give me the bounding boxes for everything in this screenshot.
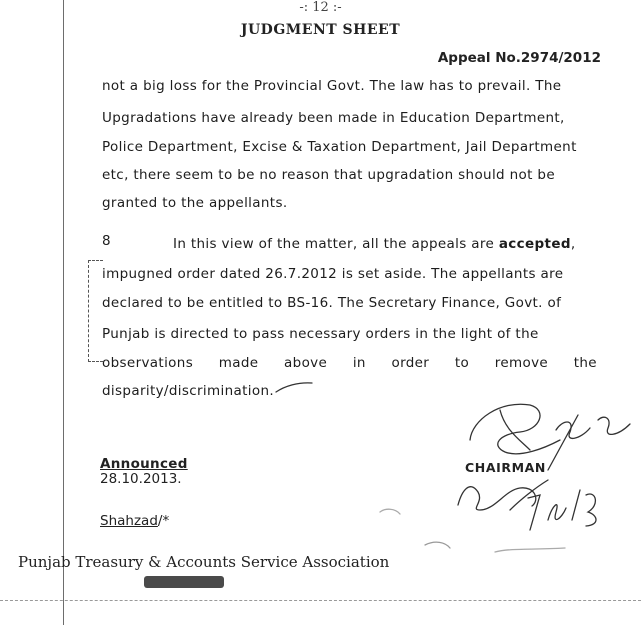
text-line: etc, there seem to be no reason that upgradation should not be [102, 167, 555, 183]
faint-mark [495, 548, 565, 552]
text-line: declared to be entitled to BS-16. The Secretary Finance, Govt. of [102, 295, 562, 311]
text-line: Punjab is directed to pass necessary orders in the light of the [102, 326, 539, 342]
faint-mark [425, 542, 450, 548]
accepted-word: accepted [498, 236, 571, 252]
sheet-title: JUDGMENT SHEET [240, 22, 401, 38]
page-number: -: 12 :- [299, 0, 342, 15]
date-handwriting [548, 505, 566, 520]
text-line: impugned order dated 26.7.2012 is set aside. The appellants are [102, 266, 564, 282]
word: order [391, 355, 430, 371]
faint-mark [380, 509, 400, 514]
word: to [454, 355, 470, 371]
date-handwriting [572, 490, 580, 520]
text-line: not a big loss for the Provincial Govt. The law has to prevail. The [102, 78, 562, 94]
chairman-signature-stroke [470, 404, 560, 454]
typist-name: Shahzad [100, 513, 158, 529]
chairman-label: CHAIRMAN [465, 460, 546, 475]
text-line: disparity/discrimination. [102, 383, 275, 399]
appeal-number: Appeal No.2974/2012 [437, 50, 601, 66]
typist-suffix: /* [157, 513, 170, 529]
word: the [573, 355, 597, 371]
word: observations [102, 355, 194, 371]
chairman-signature-stroke [598, 417, 630, 434]
text-line: Upgradations have already been made in Education Department, [102, 110, 565, 126]
word: in [352, 355, 366, 371]
word: above [284, 355, 328, 371]
text-segment: In this view of the matter, all the appeals are [173, 236, 499, 252]
paragraph-number: 8 [102, 233, 111, 249]
word: remove [494, 355, 549, 371]
text-segment: , [570, 236, 576, 252]
second-signature-stroke [510, 480, 548, 510]
text-line: Police Department, Excise & Taxation Department, Jail Department [102, 139, 577, 155]
date-handwriting [586, 494, 596, 526]
second-signature-stroke [458, 487, 536, 510]
announced-date: 28.10.2013. [100, 471, 182, 487]
date-handwriting [528, 495, 540, 530]
bottom-dashed-line [0, 600, 641, 602]
text-line: granted to the appellants. [102, 195, 288, 211]
association-stamp: Punjab Treasury & Accounts Service Association [18, 553, 390, 571]
redaction-bar [144, 576, 224, 588]
chairman-signature-stroke [500, 410, 530, 450]
flourish-mark [276, 383, 312, 392]
word: made [218, 355, 259, 371]
announced-label: Announced [100, 456, 188, 472]
